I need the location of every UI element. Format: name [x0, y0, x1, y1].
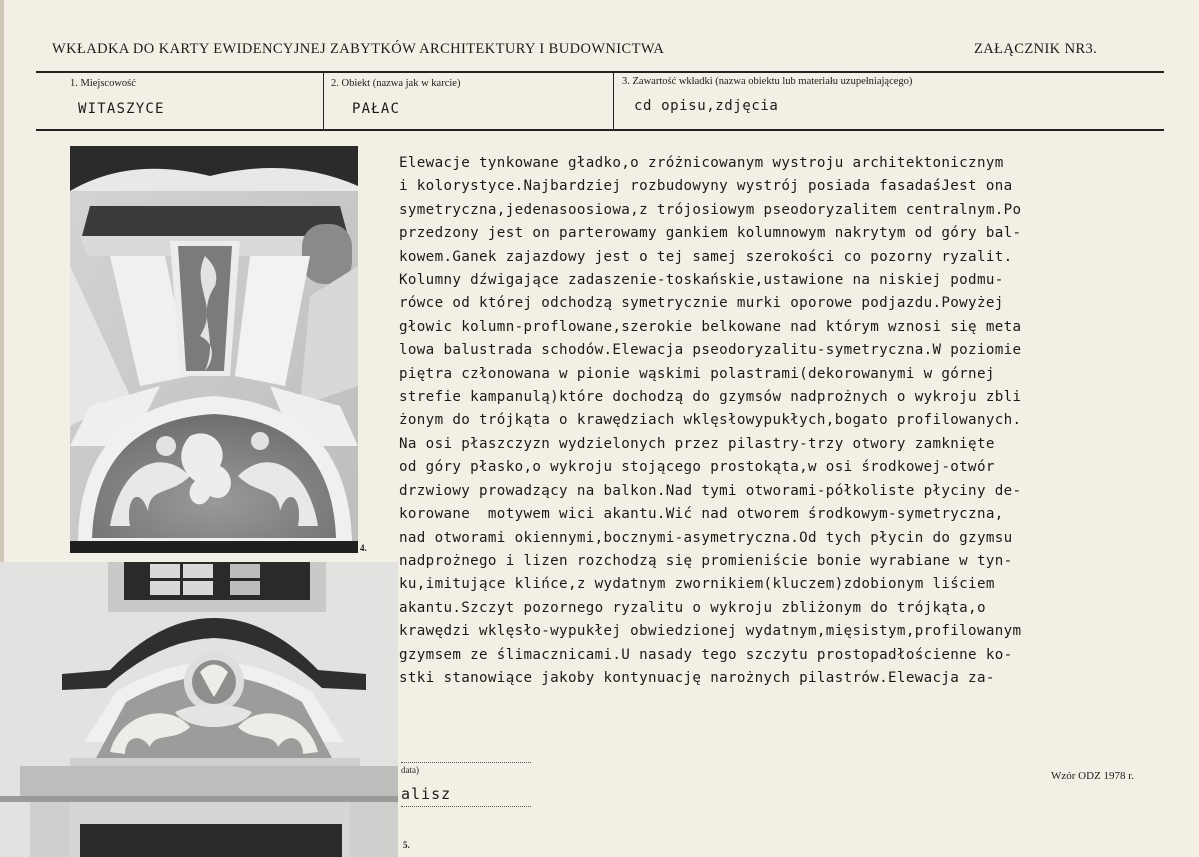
bottom-rule: [36, 129, 1164, 131]
description-line: nadprożnego i lizen rozchodzą się promieniście bonie wyrabiane w tyn-: [399, 552, 1013, 569]
description-line: lowa balustrada schodów.Elewacja pseodoryzalitu-symetryczna.W poziomie: [399, 342, 1022, 359]
signature-fragment: alisz: [401, 785, 452, 803]
top-rule: [36, 71, 1164, 73]
description-line: kowem.Ganek zajazdowy jest o tej samej szerokości co pozorny ryzalit.: [399, 248, 1013, 265]
photo-window-pediment: [0, 562, 398, 857]
locality-label: 1. Miejscowość: [70, 78, 136, 89]
content-label: 3. Zawartość wkładki (nazwa obiektu lub materiału uzupełniającego): [622, 76, 913, 87]
field-divider-2: [613, 73, 614, 129]
description-line: drzwiowy prowadzący na balkon.Nad tymi otworami-półkoliste płyciny de-: [399, 482, 1022, 499]
photo-2-image: [0, 562, 398, 857]
description-line: stki stanowiące jakoby kontynuację narożnych pilastrów.Elewacja za-: [399, 669, 995, 686]
description-line: rówce od której odchodzą symetrycznie murki oporowe podjazdu.Powyżej: [399, 295, 1004, 312]
description-line: głowic kolumn-proflowane,szerokie belkowane nad którym wznosi się meta: [399, 318, 1022, 335]
content-value: cd opisu,zdjęcia: [634, 98, 779, 114]
object-label: 2. Obiekt (nazwa jak w karcie): [331, 78, 461, 89]
description-line: i kolorystyce.Najbardziej rozbudowyny wystrój posiada fasadaśJest ona: [399, 178, 1013, 195]
description-line: przedzony jest on parterowamy gankiem kolumnowym nakrytym od góry bal-: [399, 225, 1022, 242]
description-line: Kolumny dźwigające zadaszenie-toskańskie,ustawione na niskiej podmu-: [399, 272, 1004, 289]
description-line: żonym do trójkąta o krawędziach wklęsłowypukłych,bogato profilowanych.: [399, 412, 1022, 429]
description-line: gzymsem ze ślimacznicami.U nasady tego szczytu prostopadłościenne ko-: [399, 646, 1013, 663]
date-label: data): [401, 765, 419, 775]
field-divider-1: [323, 73, 324, 129]
photo-pediment-tympanum: [70, 146, 358, 553]
description-line: nad otworami okiennymi,bocznymi-asymetryczna.Od tych płycin do gzymsu: [399, 529, 1013, 546]
field-5-number: 5.: [403, 840, 410, 850]
description-line: akantu.Szczyt pozornego ryzalitu o wykroju zbliżonym do trójkąta,o: [399, 599, 986, 616]
locality-value: WITASZYCE: [78, 101, 165, 117]
description-line: strefie kampanulą)które dochodzą do gzymsów nadprożnych o wykroju zbli: [399, 389, 1022, 406]
description-line: od góry płasko,o wykroju stojącego prostokąta,w osi środkowej-otwór: [399, 459, 995, 476]
signature-dotted-line: [401, 806, 531, 807]
description-line: ku,imitujące klińce,z wydatnym zwornikiem(kluczem)zdobionym liściem: [399, 576, 995, 593]
description-line: piętra członowana w pionie wąskimi polastrami(dekorowanymi w górnej: [399, 365, 995, 382]
annex-number: ZAŁĄCZNIK NR3.: [974, 41, 1098, 57]
photo-1-number: 4.: [360, 543, 367, 553]
description-line: krawędzi wklęsło-wypukłej obwiedzionej wydatnym,mięsistym,profilowanym: [399, 623, 1022, 640]
photo-1-image: [70, 146, 358, 553]
description-line: Elewacje tynkowane gładko,o zróżnicowanym wystroju architektonicznym: [399, 155, 1004, 171]
object-value: PAŁAC: [352, 101, 401, 117]
description-line: korowane motywem wici akantu.Wić nad otworem środkowym-symetryczna,: [399, 506, 1004, 523]
date-dotted-line: [401, 762, 531, 763]
template-note: Wzór ODZ 1978 r.: [1051, 770, 1135, 782]
description-line: Na osi płaszczyzn wydzielonych przez pilastry-trzy otwory zamknięte: [399, 435, 995, 452]
description-line: symetryczna,jedenasoosiowa,z trójosiowym pseodoryzalitem centralnym.Po: [399, 201, 1022, 218]
description-text: [399, 152, 1194, 690]
card-title: WKŁADKA DO KARTY EWIDENCYJNEJ ZABYTKÓW ARCHITEKTURY I BUDOWNICTWA: [52, 41, 665, 57]
